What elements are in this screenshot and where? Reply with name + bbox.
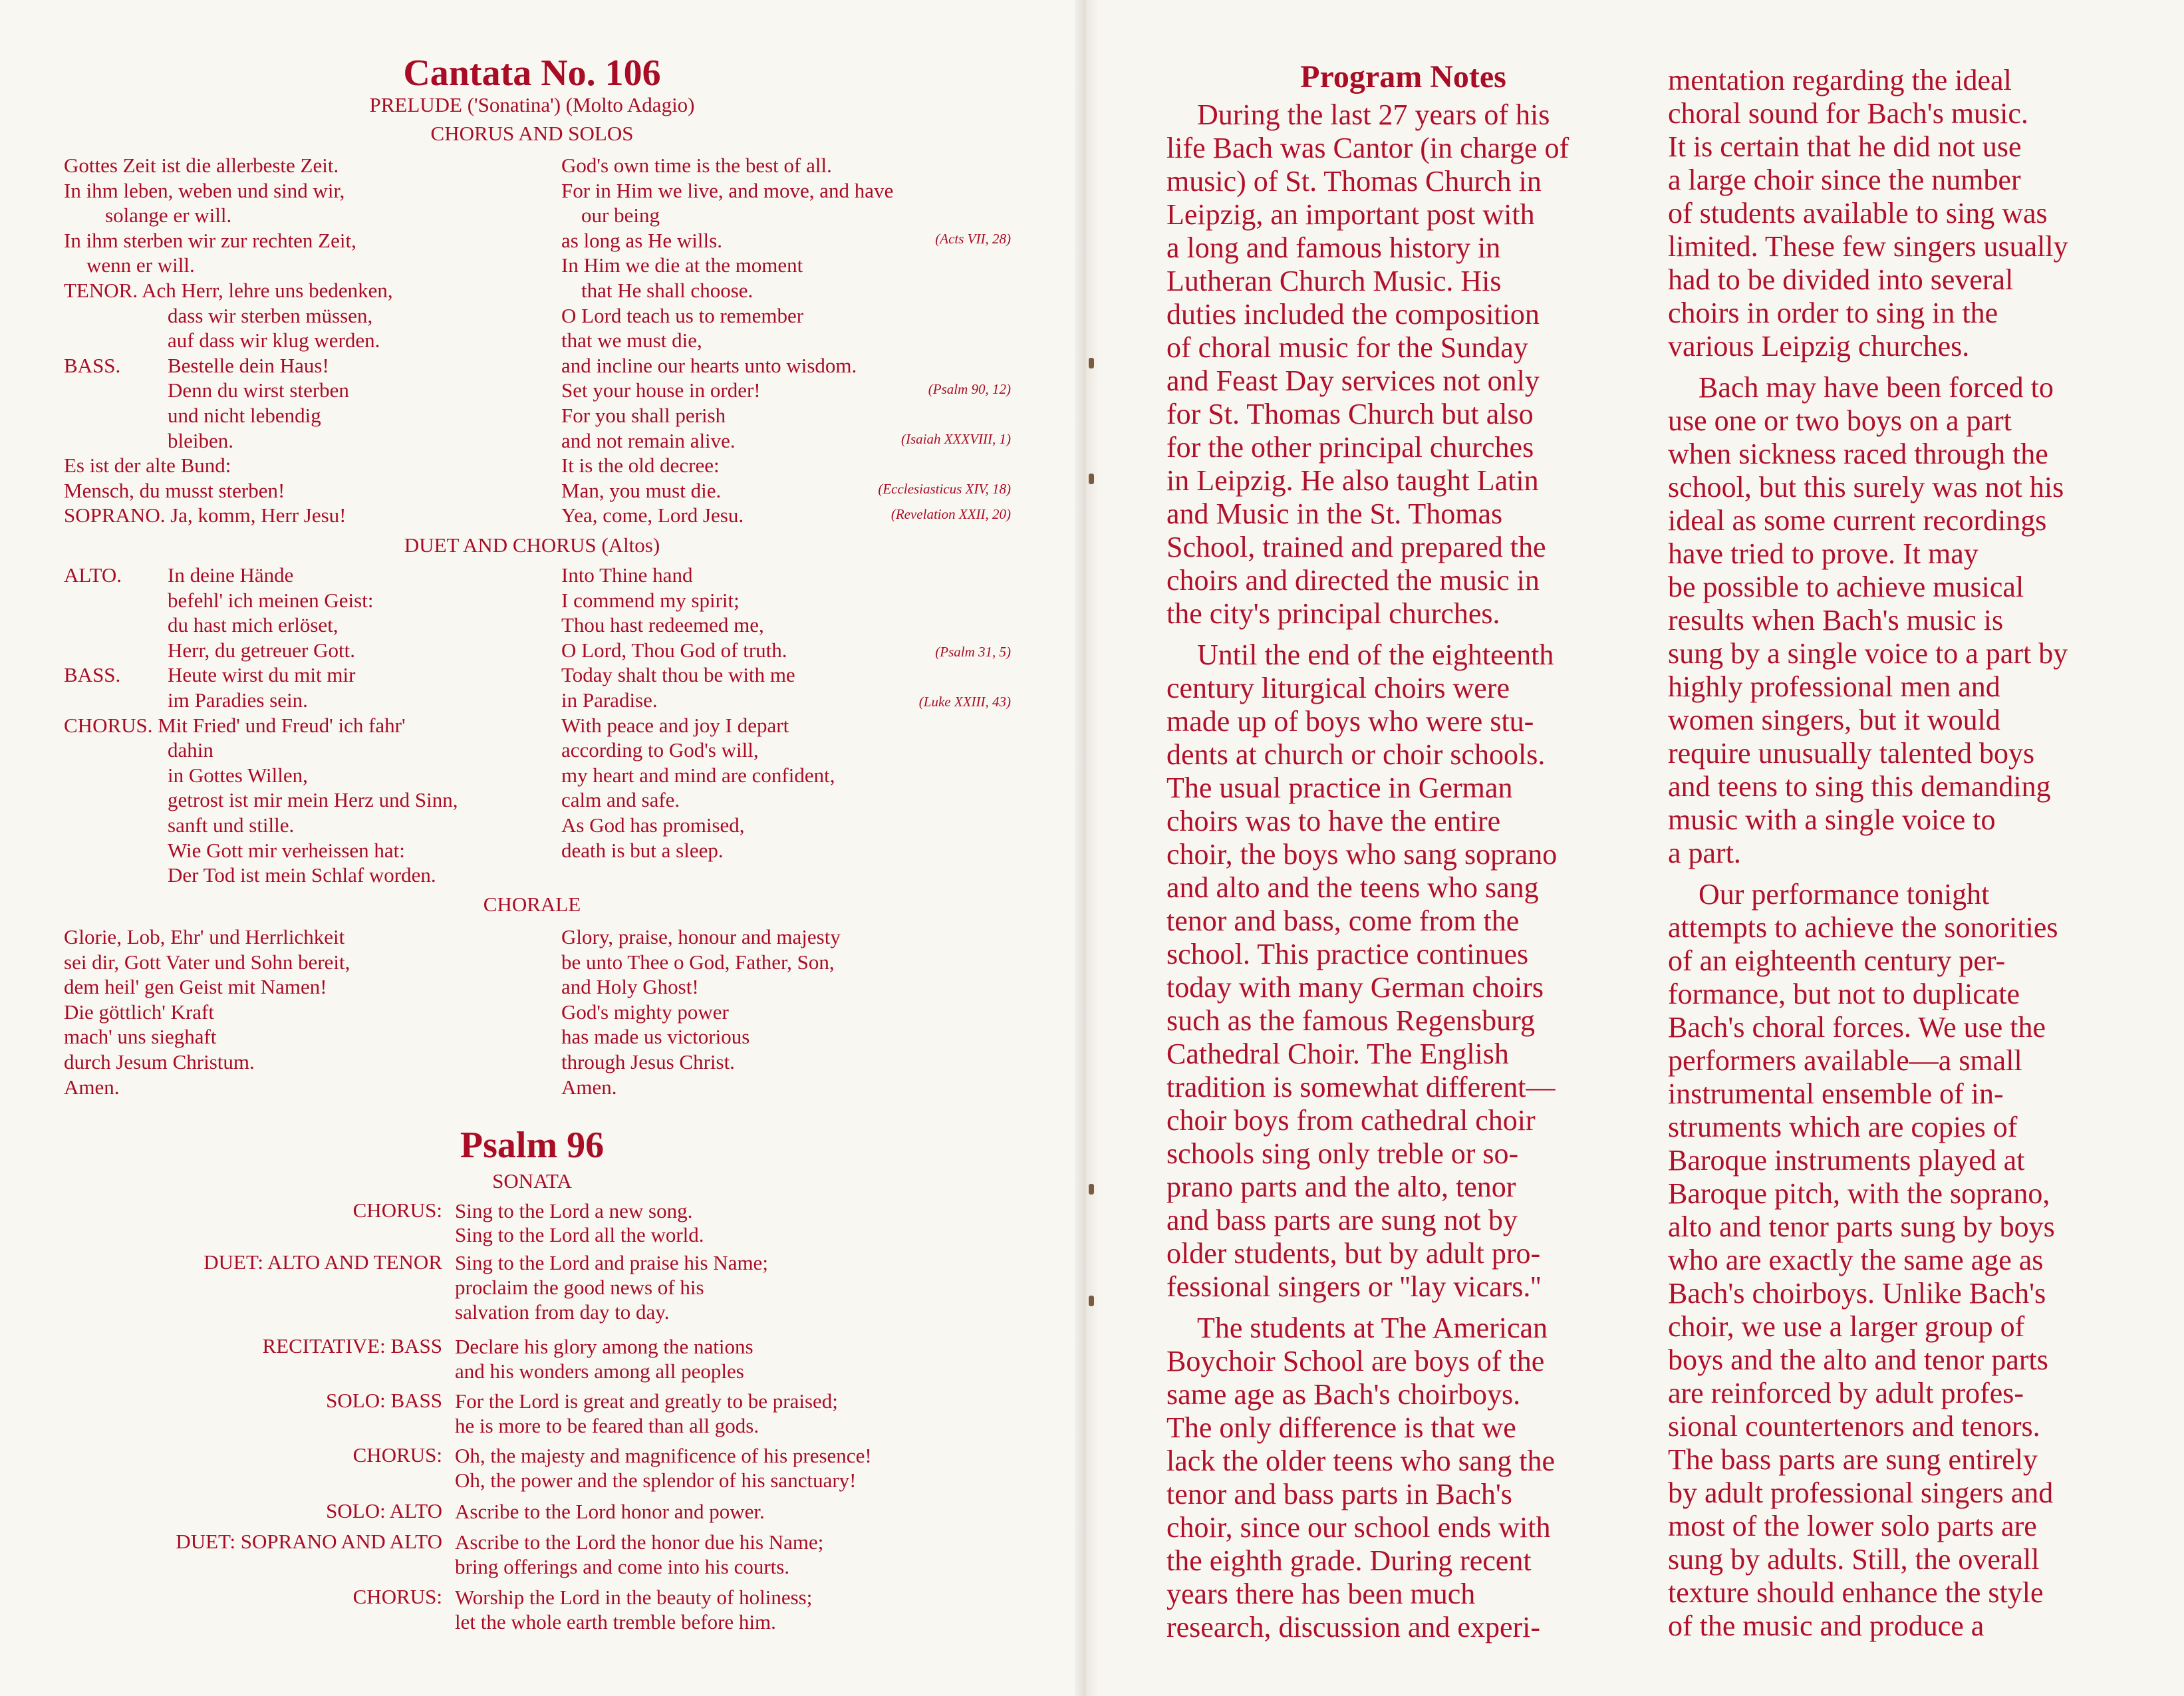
notes-line: same age as Bach's choirboys. bbox=[1166, 1378, 1521, 1411]
psalm-role: DUET: ALTO AND TENOR bbox=[204, 1250, 442, 1274]
chorale-english-line: God's mighty power bbox=[561, 1000, 729, 1024]
notes-line: The only difference is that we bbox=[1166, 1411, 1516, 1444]
notes-line: tenor and bass parts in Bach's bbox=[1166, 1478, 1512, 1510]
notes-line: older students, but by adult pro- bbox=[1166, 1237, 1541, 1270]
psalm-line: Sing to the Lord and praise his Name; bbox=[455, 1251, 768, 1274]
notes-line: Lutheran Church Music. His bbox=[1166, 265, 1502, 297]
psalm-role: SOLO: BASS bbox=[326, 1389, 442, 1412]
notes-line: life Bach was Cantor (in charge of bbox=[1166, 132, 1570, 164]
notes-line: a part. bbox=[1668, 837, 1741, 869]
english-line: and not remain alive. bbox=[561, 428, 736, 452]
german-line: Gottes Zeit ist die allerbeste Zeit. bbox=[64, 154, 339, 177]
notes-line: and Music in the St. Thomas bbox=[1166, 497, 1503, 530]
german-line: Denn du wirst sterben bbox=[168, 378, 349, 402]
notes-line: Bach's choral forces. We use the bbox=[1668, 1011, 2046, 1044]
psalm-line: Oh, the majesty and magnificence of his presence! bbox=[455, 1444, 872, 1467]
notes-line: tradition is somewhat different— bbox=[1166, 1071, 1556, 1103]
notes-line: of an eighteenth century per- bbox=[1668, 944, 2006, 977]
duet-english-line: As God has promised, bbox=[561, 813, 745, 837]
notes-line: choirs in order to sing in the bbox=[1668, 297, 1998, 329]
psalm-line: Ascribe to the Lord the honor due his Name; bbox=[455, 1530, 824, 1554]
german-line: dass wir sterben müssen, bbox=[168, 303, 373, 327]
psalm-line: proclaim the good news of his bbox=[455, 1276, 704, 1299]
english-line: that He shall choose. bbox=[581, 279, 753, 302]
german-line: In ihm leben, weben und sind wir, bbox=[64, 178, 345, 202]
psalm-line: salvation from day to day. bbox=[455, 1300, 670, 1324]
notes-line: are reinforced by adult profes- bbox=[1668, 1377, 2024, 1409]
german-line: bleiben. bbox=[168, 428, 233, 452]
german-line: In ihm sterben wir zur rechten Zeit, bbox=[64, 228, 356, 252]
prelude-heading: PRELUDE ('Sonatina') (Molto Adagio) bbox=[369, 93, 695, 116]
notes-line: texture should enhance the style bbox=[1668, 1576, 2044, 1609]
chorale-german-line: sei dir, Gott Vater und Sohn bereit, bbox=[64, 950, 350, 974]
duet-german-line: Heute wirst du mit mir bbox=[168, 663, 356, 687]
psalm-role: RECITATIVE: BASS bbox=[262, 1334, 442, 1357]
notes-line: dents at church or choir schools. bbox=[1166, 738, 1546, 771]
notes-line: research, discussion and experi- bbox=[1166, 1611, 1541, 1643]
german-line: Es ist der alte Bund: bbox=[64, 454, 231, 478]
notes-line: of the music and produce a bbox=[1668, 1610, 1984, 1642]
english-line: that we must die, bbox=[561, 329, 702, 353]
english-line: as long as He wills. bbox=[561, 228, 722, 252]
notes-line: music) of St. Thomas Church in bbox=[1166, 165, 1542, 198]
notes-line: fessional singers or ''lay vicars.'' bbox=[1166, 1270, 1542, 1303]
psalm-line: bring offerings and come into his courts. bbox=[455, 1555, 790, 1578]
binding-mark bbox=[1089, 358, 1094, 368]
notes-line: tenor and bass, come from the bbox=[1166, 905, 1520, 937]
notes-paragraph bbox=[1668, 371, 2160, 870]
chorale-english-line: has made us victorious bbox=[561, 1025, 750, 1049]
duet-german-line: du hast mich erlöset, bbox=[168, 613, 339, 637]
scripture-reference: (Isaiah XXXVIII, 1) bbox=[900, 431, 1011, 447]
notes-line: century liturgical choirs were bbox=[1166, 672, 1510, 704]
notes-line: choir boys from cathedral choir bbox=[1166, 1104, 1536, 1137]
notes-line: school. This practice continues bbox=[1166, 938, 1529, 970]
psalm-line: and his wonders among all peoples bbox=[455, 1359, 744, 1383]
sonata-heading: SONATA bbox=[492, 1169, 572, 1193]
binding-mark bbox=[1089, 1296, 1094, 1306]
duet-english-line: in Paradise. bbox=[561, 688, 658, 712]
chorale-english-line: through Jesus Christ. bbox=[561, 1050, 735, 1073]
notes-line: duties included the composition bbox=[1166, 298, 1540, 331]
english-line: Man, you must die. bbox=[561, 478, 722, 502]
notes-line: attempts to achieve the sonorities bbox=[1668, 911, 2058, 944]
german-line: BASS. bbox=[64, 353, 121, 377]
notes-paragraph bbox=[1166, 1312, 1632, 1644]
duet-english-line: my heart and mind are confident, bbox=[561, 763, 835, 787]
notes-line: and bass parts are sung not by bbox=[1166, 1204, 1518, 1236]
duet-german-line: dahin bbox=[168, 738, 213, 762]
notes-line: prano parts and the alto, tenor bbox=[1166, 1171, 1516, 1203]
psalm-role: CHORUS: bbox=[352, 1585, 442, 1608]
notes-line: for the other principal churches bbox=[1166, 431, 1534, 464]
duet-german-line: im Paradies sein. bbox=[168, 688, 308, 712]
notes-paragraph bbox=[1668, 64, 2160, 363]
notes-line: school, but this surely was not his bbox=[1668, 471, 2064, 503]
notes-line: Our performance tonight bbox=[1699, 878, 1990, 911]
notes-line: struments which are copies of bbox=[1668, 1111, 2018, 1143]
duet-german-line: Der Tod ist mein Schlaf worden. bbox=[168, 863, 436, 887]
duet-english-line: death is but a sleep. bbox=[561, 838, 724, 862]
cantata-title: Cantata No. 106 bbox=[403, 53, 661, 94]
psalm-role: SOLO: ALTO bbox=[326, 1499, 442, 1522]
notes-line: schools sing only treble or so- bbox=[1166, 1137, 1519, 1170]
english-line: It is the old decree: bbox=[561, 454, 720, 478]
duet-german-line: Wie Gott mir verheissen hat: bbox=[168, 838, 405, 862]
english-line: Set your house in order! bbox=[561, 378, 761, 402]
german-line: auf dass wir klug werden. bbox=[168, 329, 380, 353]
book-gutter bbox=[1075, 0, 1097, 1696]
binding-mark bbox=[1089, 1184, 1094, 1195]
notes-line: alto and tenor parts sung by boys bbox=[1668, 1210, 2055, 1243]
program-notes-column-1 bbox=[1166, 98, 1632, 1644]
german-line: solange er will. bbox=[105, 204, 232, 227]
german-line: Mensch, du musst sterben! bbox=[64, 478, 285, 502]
chorale-german-line: Die göttlich' Kraft bbox=[64, 1000, 214, 1024]
notes-line: choral sound for Bach's music. bbox=[1668, 97, 2028, 130]
english-line: O Lord teach us to remember bbox=[561, 303, 804, 327]
psalm-role: CHORUS: bbox=[352, 1443, 442, 1467]
notes-paragraph bbox=[1668, 878, 2160, 1643]
notes-line: Leipzig, an important post with bbox=[1166, 198, 1535, 231]
notes-line: choirs and directed the music in bbox=[1166, 564, 1540, 597]
notes-line: most of the lower solo parts are bbox=[1668, 1510, 2037, 1542]
duet-german-line: In deine Hände bbox=[168, 563, 294, 587]
chorale-german-line: mach' uns sieghaft bbox=[64, 1025, 217, 1049]
notes-line: have tried to prove. It may bbox=[1668, 537, 1979, 570]
notes-line: of students available to sing was bbox=[1668, 197, 2048, 229]
german-line: wenn er will. bbox=[86, 253, 195, 277]
notes-line: made up of boys who were stu- bbox=[1166, 705, 1534, 738]
scripture-reference: (Luke XXIII, 43) bbox=[918, 694, 1011, 710]
notes-line: sional countertenors and tenors. bbox=[1668, 1410, 2040, 1443]
duet-english-line: I commend my spirit; bbox=[561, 588, 740, 612]
duet-german-line: CHORUS. Mit Fried' und Freud' ich fahr' bbox=[64, 713, 406, 737]
notes-line: music with a single voice to bbox=[1668, 803, 1996, 836]
psalm-line: let the whole earth tremble before him. bbox=[455, 1610, 776, 1633]
english-line: In Him we die at the moment bbox=[561, 253, 803, 277]
notes-line: choir, since our school ends with bbox=[1166, 1511, 1551, 1544]
chorus-solos-heading: CHORUS AND SOLOS bbox=[430, 122, 634, 145]
notes-line: years there has been much bbox=[1166, 1578, 1476, 1610]
duet-german-line: in Gottes Willen, bbox=[168, 763, 308, 787]
notes-line: today with many German choirs bbox=[1166, 971, 1544, 1004]
psalm-role: DUET: SOPRANO AND ALTO bbox=[176, 1530, 442, 1553]
notes-line: boys and the alto and tenor parts bbox=[1668, 1343, 2048, 1376]
psalm-line: Declare his glory among the nations bbox=[455, 1335, 753, 1358]
notes-line: ideal as some current recordings bbox=[1668, 504, 2047, 537]
chorale-german-line: durch Jesum Christum. bbox=[64, 1050, 255, 1073]
psalm-title: Psalm 96 bbox=[460, 1125, 605, 1166]
notes-line: who are exactly the same age as bbox=[1668, 1244, 2044, 1276]
notes-line: During the last 27 years of his bbox=[1197, 98, 1550, 131]
notes-line: use one or two boys on a part bbox=[1668, 404, 2012, 437]
notes-line: and teens to sing this demanding bbox=[1668, 770, 2051, 803]
notes-line: sung by adults. Still, the overall bbox=[1668, 1543, 2040, 1576]
duet-english-line: O Lord, Thou God of truth. bbox=[561, 638, 787, 662]
notes-line: in Leipzig. He also taught Latin bbox=[1166, 464, 1539, 497]
notes-line: formance, but not to duplicate bbox=[1668, 978, 2020, 1010]
psalm-line: Worship the Lord in the beauty of holiness; bbox=[455, 1586, 813, 1609]
chorale-german-line: Amen. bbox=[64, 1075, 120, 1099]
duet-english-line: Today shalt thou be with me bbox=[561, 663, 795, 687]
notes-line: choir, the boys who sang soprano bbox=[1166, 838, 1558, 871]
english-line: For you shall perish bbox=[561, 404, 726, 427]
notes-line: choir, we use a larger group of bbox=[1668, 1310, 2025, 1343]
english-line: God's own time is the best of all. bbox=[561, 154, 832, 177]
notes-line: such as the famous Regensburg bbox=[1166, 1004, 1535, 1037]
notes-line: and alto and the teens who sang bbox=[1166, 871, 1539, 904]
notes-line: when sickness raced through the bbox=[1668, 438, 2048, 470]
notes-line: mentation regarding the ideal bbox=[1668, 64, 2012, 96]
scripture-reference: (Revelation XXII, 20) bbox=[890, 506, 1011, 522]
notes-line: highly professional men and bbox=[1668, 670, 2000, 703]
notes-line: by adult professional singers and bbox=[1668, 1477, 2054, 1509]
psalm-role: CHORUS: bbox=[352, 1199, 442, 1222]
notes-line: be possible to achieve musical bbox=[1668, 571, 2024, 603]
duet-german-line: Herr, du getreuer Gott. bbox=[168, 638, 355, 662]
psalm-line: Sing to the Lord all the world. bbox=[455, 1223, 704, 1246]
notes-line: results when Bach's music is bbox=[1668, 604, 2004, 636]
english-line: Yea, come, Lord Jesu. bbox=[561, 503, 744, 527]
german-line: TENOR. Ach Herr, lehre uns bedenken, bbox=[64, 279, 393, 302]
notes-line: the city's principal churches. bbox=[1166, 597, 1500, 630]
notes-line: Bach's choirboys. Unlike Bach's bbox=[1668, 1277, 2046, 1310]
notes-line: The usual practice in German bbox=[1166, 772, 1513, 804]
duet-english-line: according to God's will, bbox=[561, 738, 759, 762]
notes-line: Until the end of the eighteenth bbox=[1197, 638, 1554, 671]
notes-line: instrumental ensemble of in- bbox=[1668, 1077, 2004, 1110]
psalm-line: Oh, the power and the splendor of his sanctuary! bbox=[455, 1469, 857, 1492]
english-line: For in Him we live, and move, and have bbox=[561, 178, 894, 202]
program-notes-column-2 bbox=[1668, 64, 2160, 1643]
notes-line: the eighth grade. During recent bbox=[1166, 1544, 1532, 1577]
notes-line: had to be divided into several bbox=[1668, 263, 2014, 296]
german-line: und nicht lebendig bbox=[168, 404, 321, 427]
notes-line: women singers, but it would bbox=[1668, 704, 2000, 736]
notes-line: require unusually talented boys bbox=[1668, 737, 2035, 770]
chorale-english-line: and Holy Ghost! bbox=[561, 975, 699, 999]
notes-line: lack the older teens who sang the bbox=[1166, 1445, 1556, 1477]
notes-paragraph bbox=[1166, 98, 1632, 631]
chorale-german-line: Glorie, Lob, Ehr' und Herrlichkeit bbox=[64, 925, 345, 948]
duet-german-line: getrost ist mir mein Herz und Sinn, bbox=[168, 788, 458, 812]
chorale-english-line: Glory, praise, honour and majesty bbox=[561, 925, 841, 948]
notes-line: performers available—a small bbox=[1668, 1044, 2022, 1077]
notes-line: It is certain that he did not use bbox=[1668, 130, 2022, 163]
psalm-line: For the Lord is great and greatly to be praised; bbox=[455, 1389, 838, 1413]
duet-english-line: With peace and joy I depart bbox=[561, 713, 789, 737]
notes-line: Baroque pitch, with the soprano, bbox=[1668, 1177, 2050, 1210]
notes-line: Bach may have been forced to bbox=[1699, 371, 2054, 404]
notes-line: and Feast Day services not only bbox=[1166, 364, 1540, 397]
scripture-reference: (Acts VII, 28) bbox=[935, 231, 1011, 247]
binding-mark bbox=[1089, 474, 1094, 484]
notes-line: limited. These few singers usually bbox=[1668, 230, 2068, 263]
psalm-line: he is more to be feared than all gods. bbox=[455, 1414, 759, 1437]
notes-paragraph bbox=[1166, 638, 1632, 1304]
notes-line: a large choir since the number bbox=[1668, 164, 2021, 196]
duet-german-line: befehl' ich meinen Geist: bbox=[168, 588, 374, 612]
program-notes-title: Program Notes bbox=[1300, 59, 1506, 94]
notes-line: of choral music for the Sunday bbox=[1166, 331, 1528, 364]
scripture-reference: (Psalm 90, 12) bbox=[928, 381, 1011, 397]
chorale-english-line: be unto Thee o God, Father, Son, bbox=[561, 950, 835, 974]
german-line: Bestelle dein Haus! bbox=[168, 353, 329, 377]
notes-line: sung by a single voice to a part by bbox=[1668, 637, 2068, 670]
english-line: and incline our hearts unto wisdom. bbox=[561, 353, 857, 377]
notes-line: various Leipzig churches. bbox=[1668, 330, 1970, 362]
duet-english-line: Thou hast redeemed me, bbox=[561, 613, 764, 637]
chorale-english-line: Amen. bbox=[561, 1075, 617, 1099]
duet-german-line: ALTO. bbox=[64, 563, 122, 587]
notes-line: Boychoir School are boys of the bbox=[1166, 1345, 1545, 1377]
notes-line: Cathedral Choir. The English bbox=[1166, 1038, 1509, 1070]
psalm-line: Ascribe to the Lord honor and power. bbox=[455, 1500, 765, 1523]
duet-german-line: sanft und stille. bbox=[168, 813, 295, 837]
notes-line: The bass parts are sung entirely bbox=[1668, 1443, 2038, 1476]
notes-line: a long and famous history in bbox=[1166, 231, 1501, 264]
notes-line: School, trained and prepared the bbox=[1166, 531, 1546, 563]
duet-german-line: BASS. bbox=[64, 663, 121, 687]
english-line: our being bbox=[581, 204, 660, 227]
duet-english-line: Into Thine hand bbox=[561, 563, 693, 587]
notes-line: Baroque instruments played at bbox=[1668, 1144, 2025, 1177]
notes-line: for St. Thomas Church but also bbox=[1166, 398, 1534, 430]
duet-english-line: calm and safe. bbox=[561, 788, 680, 812]
chorale-heading: CHORALE bbox=[483, 893, 581, 916]
scripture-reference: (Psalm 31, 5) bbox=[935, 644, 1011, 660]
chorale-german-line: dem heil' gen Geist mit Namen! bbox=[64, 975, 327, 999]
german-line: SOPRANO. Ja, komm, Herr Jesu! bbox=[64, 503, 346, 527]
notes-line: choirs was to have the entire bbox=[1166, 805, 1501, 837]
notes-line: The students at The American bbox=[1197, 1312, 1548, 1344]
scripture-reference: (Ecclesiasticus XIV, 18) bbox=[878, 481, 1011, 497]
psalm-line: Sing to the Lord a new song. bbox=[455, 1199, 693, 1222]
duet-heading: DUET AND CHORUS (Altos) bbox=[404, 533, 660, 557]
